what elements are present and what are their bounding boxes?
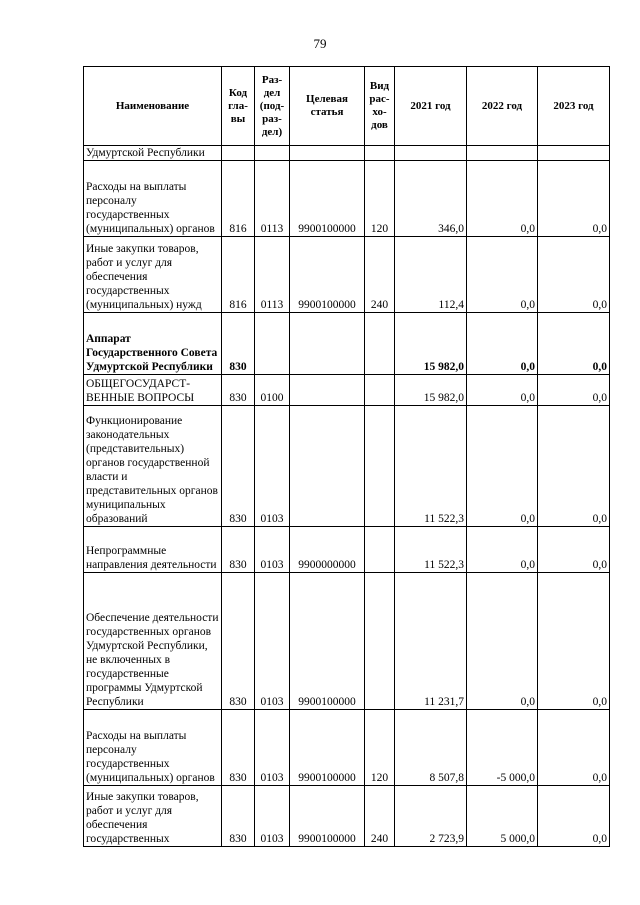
cell-type: 240: [365, 237, 395, 313]
table-row: [84, 573, 610, 710]
cell-type: 120: [365, 710, 395, 786]
cell-y2022: 0,0: [467, 573, 538, 710]
cell-y2021: 112,4: [395, 237, 467, 313]
cell-type: [365, 573, 395, 710]
cell-type: 240: [365, 786, 395, 847]
table-row: [84, 406, 610, 527]
cell-section: 0100: [255, 375, 290, 406]
table-row: [84, 237, 610, 313]
cell-target: 9900100000: [290, 161, 365, 237]
cell-target: 9900100000: [290, 710, 365, 786]
cell-name: Иные закупки товаров, работ и услуг для обеспечения государственных: [84, 786, 222, 847]
cell-y2022: 0,0: [467, 375, 538, 406]
cell-chapter: [222, 146, 255, 161]
header-target-article: Целевая статья: [290, 67, 365, 146]
page-number: 79: [313, 36, 327, 51]
cell-section: 0113: [255, 161, 290, 237]
cell-chapter: 830: [222, 786, 255, 847]
cell-target: 9900100000: [290, 786, 365, 847]
cell-y2023: 0,0: [538, 161, 610, 237]
cell-name: Удмуртской Республики: [84, 146, 222, 161]
cell-name: Обеспечение деятельности государственных органов Удмуртской Республики, не включенных в государственные программы Удмуртской Республики: [84, 573, 222, 710]
cell-chapter: 816: [222, 161, 255, 237]
header-name: Наименование: [84, 67, 222, 146]
cell-section: 0103: [255, 786, 290, 847]
table-row: [84, 313, 610, 375]
cell-y2023: 0,0: [538, 786, 610, 847]
table-row: [84, 710, 610, 786]
cell-y2022: 0,0: [467, 161, 538, 237]
cell-chapter: 816: [222, 237, 255, 313]
cell-y2021: 346,0: [395, 161, 467, 237]
table-header-row: [84, 67, 610, 146]
table-body: [84, 146, 610, 847]
cell-chapter: 830: [222, 573, 255, 710]
cell-y2022: -5 000,0: [467, 710, 538, 786]
cell-target: [290, 406, 365, 527]
cell-y2021: [395, 146, 467, 161]
table-row: [84, 527, 610, 573]
cell-y2022: 5 000,0: [467, 786, 538, 847]
cell-name: ОБЩЕГОСУДАРСТ- ВЕННЫЕ ВОПРОСЫ: [84, 375, 222, 406]
cell-y2021: 15 982,0: [395, 313, 467, 375]
cell-chapter: 830: [222, 527, 255, 573]
cell-target: [290, 313, 365, 375]
cell-y2023: 0,0: [538, 406, 610, 527]
table-row: [84, 786, 610, 847]
cell-y2022: 0,0: [467, 406, 538, 527]
cell-y2021: 2 723,9: [395, 786, 467, 847]
header-2021: 2021 год: [395, 67, 467, 146]
cell-target: 9900100000: [290, 573, 365, 710]
cell-chapter: 830: [222, 313, 255, 375]
table-row: [84, 146, 610, 161]
cell-chapter: 830: [222, 710, 255, 786]
cell-section: 0103: [255, 527, 290, 573]
cell-y2023: 0,0: [538, 527, 610, 573]
cell-target: 9900000000: [290, 527, 365, 573]
table-row: [84, 375, 610, 406]
cell-y2022: 0,0: [467, 237, 538, 313]
budget-table: [83, 66, 610, 847]
cell-section: 0113: [255, 237, 290, 313]
cell-target: [290, 375, 365, 406]
cell-type: [365, 313, 395, 375]
cell-type: [365, 527, 395, 573]
cell-chapter: 830: [222, 375, 255, 406]
cell-y2021: 11 231,7: [395, 573, 467, 710]
cell-y2021: 11 522,3: [395, 406, 467, 527]
cell-name: Функционирование законодательных (представительных) органов государственной власти и представительных органов муниципальных образований: [84, 406, 222, 527]
cell-name: Расходы на выплаты персоналу государственных (муниципальных) органов: [84, 710, 222, 786]
cell-name: Непрограммные направления деятельности: [84, 527, 222, 573]
cell-target: 9900100000: [290, 237, 365, 313]
cell-y2023: 0,0: [538, 313, 610, 375]
cell-section: 0103: [255, 573, 290, 710]
cell-y2022: [467, 146, 538, 161]
cell-y2022: 0,0: [467, 527, 538, 573]
cell-type: [365, 406, 395, 527]
header-chapter-code: Код гла- вы: [222, 67, 255, 146]
cell-y2021: 15 982,0: [395, 375, 467, 406]
cell-y2023: 0,0: [538, 237, 610, 313]
table-row: [84, 161, 610, 237]
cell-name: Иные закупки товаров, работ и услуг для обеспечения государственных (муниципальных) нужд: [84, 237, 222, 313]
cell-type: 120: [365, 161, 395, 237]
cell-y2021: 11 522,3: [395, 527, 467, 573]
header-section: Раз- дел (под- раз- дел): [255, 67, 290, 146]
cell-y2023: 0,0: [538, 710, 610, 786]
cell-type: [365, 146, 395, 161]
cell-section: 0103: [255, 406, 290, 527]
cell-section: [255, 146, 290, 161]
cell-y2023: 0,0: [538, 573, 610, 710]
cell-y2021: 8 507,8: [395, 710, 467, 786]
header-2022: 2022 год: [467, 67, 538, 146]
header-expense-type: Вид рас- хо- дов: [365, 67, 395, 146]
cell-y2023: [538, 146, 610, 161]
cell-name: Расходы на выплаты персоналу государственных (муниципальных) органов: [84, 161, 222, 237]
cell-section: 0103: [255, 710, 290, 786]
header-2023: 2023 год: [538, 67, 610, 146]
cell-type: [365, 375, 395, 406]
cell-y2022: 0,0: [467, 313, 538, 375]
cell-target: [290, 146, 365, 161]
cell-chapter: 830: [222, 406, 255, 527]
cell-name: Аппарат Государственного Совета Удмуртской Республики: [84, 313, 222, 375]
cell-section: [255, 313, 290, 375]
cell-y2023: 0,0: [538, 375, 610, 406]
